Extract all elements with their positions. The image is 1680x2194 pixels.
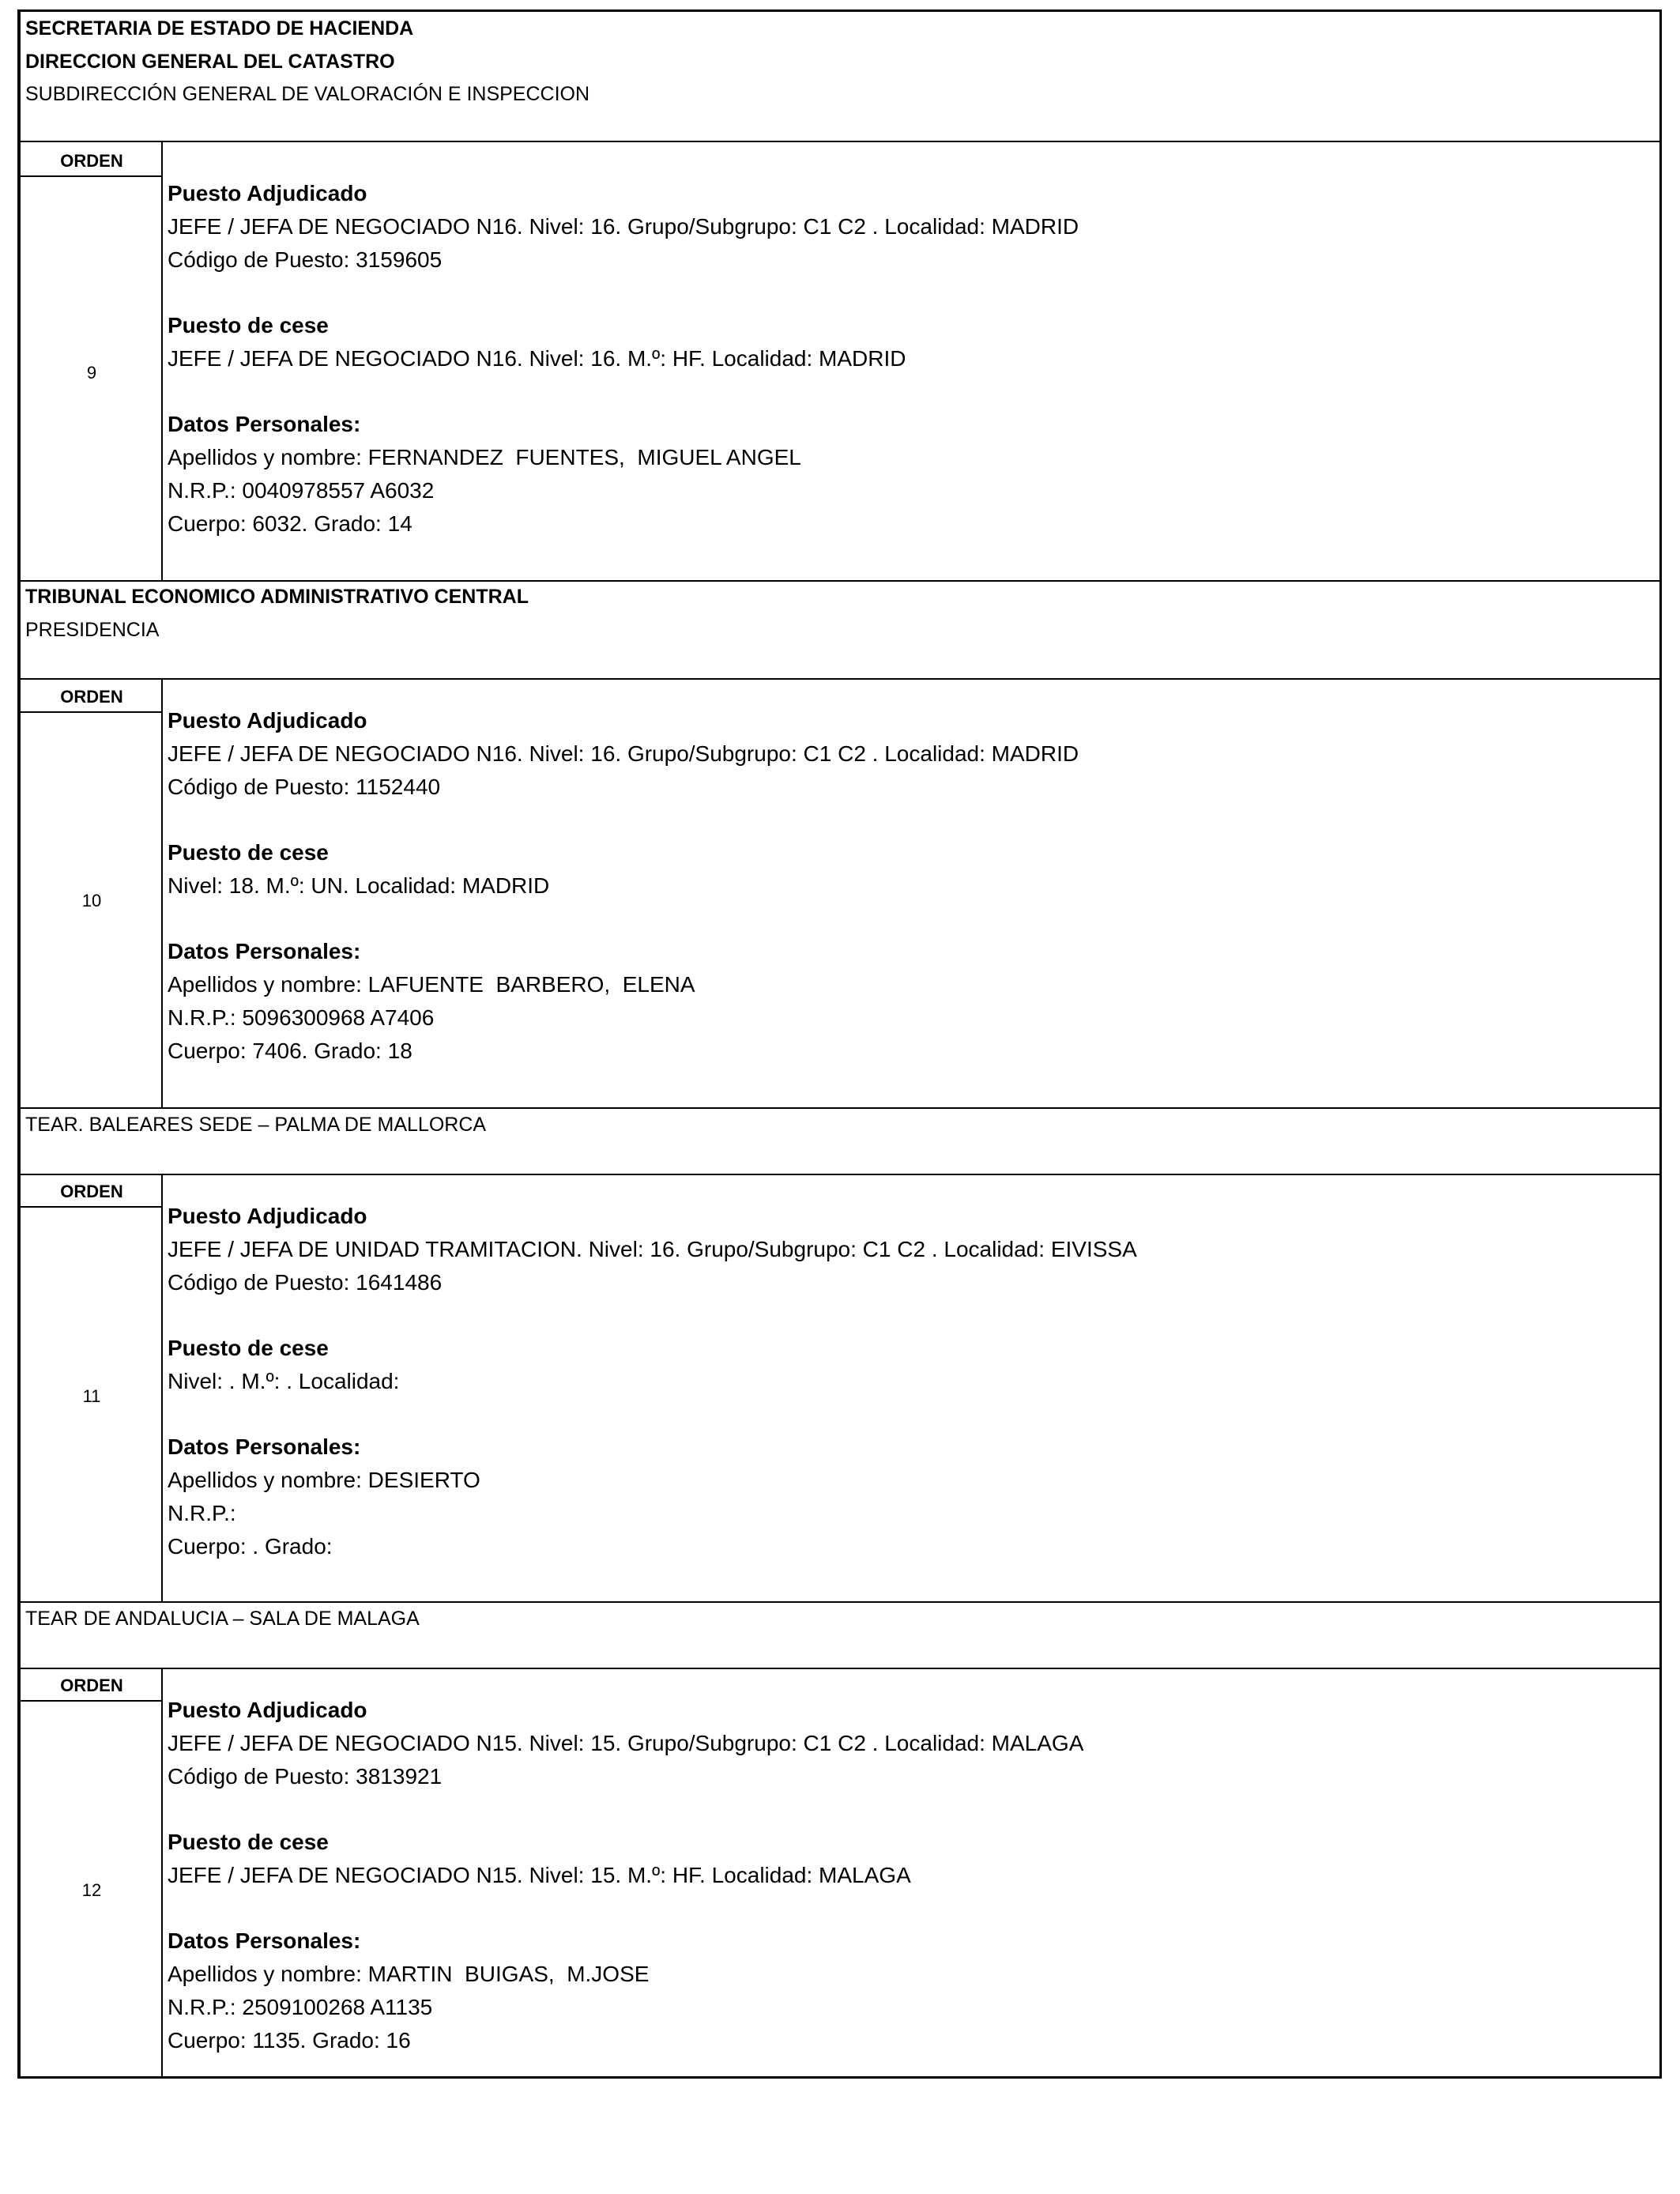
nrp: N.R.P.: 2509100268 A1135 (168, 1995, 433, 2019)
apellidos-nombre: Apellidos y nombre: MARTIN BUIGAS, M.JOSE (168, 1962, 650, 1986)
adjudicado-desc: JEFE / JEFA DE NEGOCIADO N15. Nivel: 15. Grupo/Subgrupo: C1 C2 . Localidad: MALAGA (168, 1731, 1084, 1755)
divider (21, 1206, 163, 1208)
divider (21, 175, 163, 177)
document-table (17, 9, 1662, 2079)
cuerpo-grado: Cuerpo: 7406. Grado: 18 (168, 1039, 412, 1063)
adjudicado-desc: JEFE / JEFA DE NEGOCIADO N16. Nivel: 16. Grupo/Subgrupo: C1 C2 . Localidad: MADRID (168, 741, 1079, 766)
cuerpo-grado: Cuerpo: 1135. Grado: 16 (168, 2028, 411, 2053)
cese-label: Puesto de cese (168, 1830, 329, 1854)
section-andalucia: TEAR DE ANDALUCIA – SALA DE MALAGA (25, 1608, 420, 1630)
section-baleares: TEAR. BALEARES SEDE – PALMA DE MALLORCA (25, 1114, 487, 1136)
divider (21, 1601, 1659, 1603)
cuerpo-grado: Cuerpo: . Grado: (168, 1534, 333, 1559)
divider (21, 1700, 163, 1702)
datos-label: Datos Personales: (168, 1928, 361, 1953)
adjudicado-desc: JEFE / JEFA DE NEGOCIADO N16. Nivel: 16. Grupo/Subgrupo: C1 C2 . Localidad: MADRID (168, 214, 1079, 239)
cuerpo-grado: Cuerpo: 6032. Grado: 14 (168, 511, 412, 536)
divider (21, 711, 163, 713)
orden-label: ORDEN (60, 151, 123, 171)
divider (21, 1107, 1659, 1109)
datos-label: Datos Personales: (168, 939, 361, 963)
divider (21, 1668, 1659, 1669)
adjudicado-desc: JEFE / JEFA DE UNIDAD TRAMITACION. Nivel: 16. Grupo/Subgrupo: C1 C2 . Localidad: EIVISSA (168, 1237, 1137, 1261)
cese-desc: JEFE / JEFA DE NEGOCIADO N16. Nivel: 16. M.º: HF. Localidad: MADRID (168, 346, 906, 371)
divider (21, 580, 1659, 582)
datos-label: Datos Personales: (168, 1434, 361, 1459)
cese-label: Puesto de cese (168, 1336, 329, 1360)
orden-label: ORDEN (60, 1676, 123, 1695)
section-tribunal-title: TRIBUNAL ECONOMICO ADMINISTRATIVO CENTRAL (25, 586, 529, 608)
orden-label: ORDEN (60, 687, 123, 707)
adjudicado-label: Puesto Adjudicado (168, 181, 367, 205)
header-subdirection: SUBDIRECCIÓN GENERAL DE VALORACIÓN E INSPECCION (25, 83, 590, 105)
header-ministry: SECRETARIA DE ESTADO DE HACIENDA (25, 17, 414, 40)
codigo-puesto: Código de Puesto: 1152440 (168, 775, 441, 799)
nrp: N.R.P.: 5096300968 A7406 (168, 1005, 435, 1030)
orden-number: 12 (81, 1880, 102, 1900)
orden-label: ORDEN (60, 1182, 123, 1201)
apellidos-nombre: Apellidos y nombre: LAFUENTE BARBERO, ELENA (168, 972, 695, 997)
divider (21, 141, 1659, 142)
codigo-puesto: Código de Puesto: 3159605 (168, 247, 443, 272)
adjudicado-label: Puesto Adjudicado (168, 1698, 367, 1722)
codigo-puesto: Código de Puesto: 3813921 (168, 1764, 443, 1789)
cese-desc: Nivel: . M.º: . Localidad: (168, 1369, 400, 1393)
codigo-puesto: Código de Puesto: 1641486 (168, 1270, 443, 1295)
cese-desc: Nivel: 18. M.º: UN. Localidad: MADRID (168, 873, 550, 898)
divider (21, 1174, 1659, 1175)
divider (21, 678, 1659, 680)
adjudicado-label: Puesto Adjudicado (168, 708, 367, 733)
cese-desc: JEFE / JEFA DE NEGOCIADO N15. Nivel: 15. M.º: HF. Localidad: MALAGA (168, 1863, 911, 1887)
cese-label: Puesto de cese (168, 840, 329, 865)
header-direction: DIRECCION GENERAL DEL CATASTRO (25, 51, 395, 73)
nrp: N.R.P.: 0040978557 A6032 (168, 478, 435, 503)
nrp: N.R.P.: (168, 1501, 236, 1525)
datos-label: Datos Personales: (168, 412, 361, 436)
orden-number: 9 (86, 363, 97, 383)
orden-number: 10 (81, 891, 102, 910)
section-tribunal-sub: PRESIDENCIA (25, 619, 160, 641)
orden-number: 11 (82, 1386, 101, 1406)
column-divider (161, 141, 163, 580)
apellidos-nombre: Apellidos y nombre: DESIERTO (168, 1468, 480, 1492)
adjudicado-label: Puesto Adjudicado (168, 1204, 367, 1228)
column-divider (161, 1668, 163, 2079)
apellidos-nombre: Apellidos y nombre: FERNANDEZ FUENTES, MIGUEL ANGEL (168, 445, 801, 469)
cese-label: Puesto de cese (168, 313, 329, 337)
